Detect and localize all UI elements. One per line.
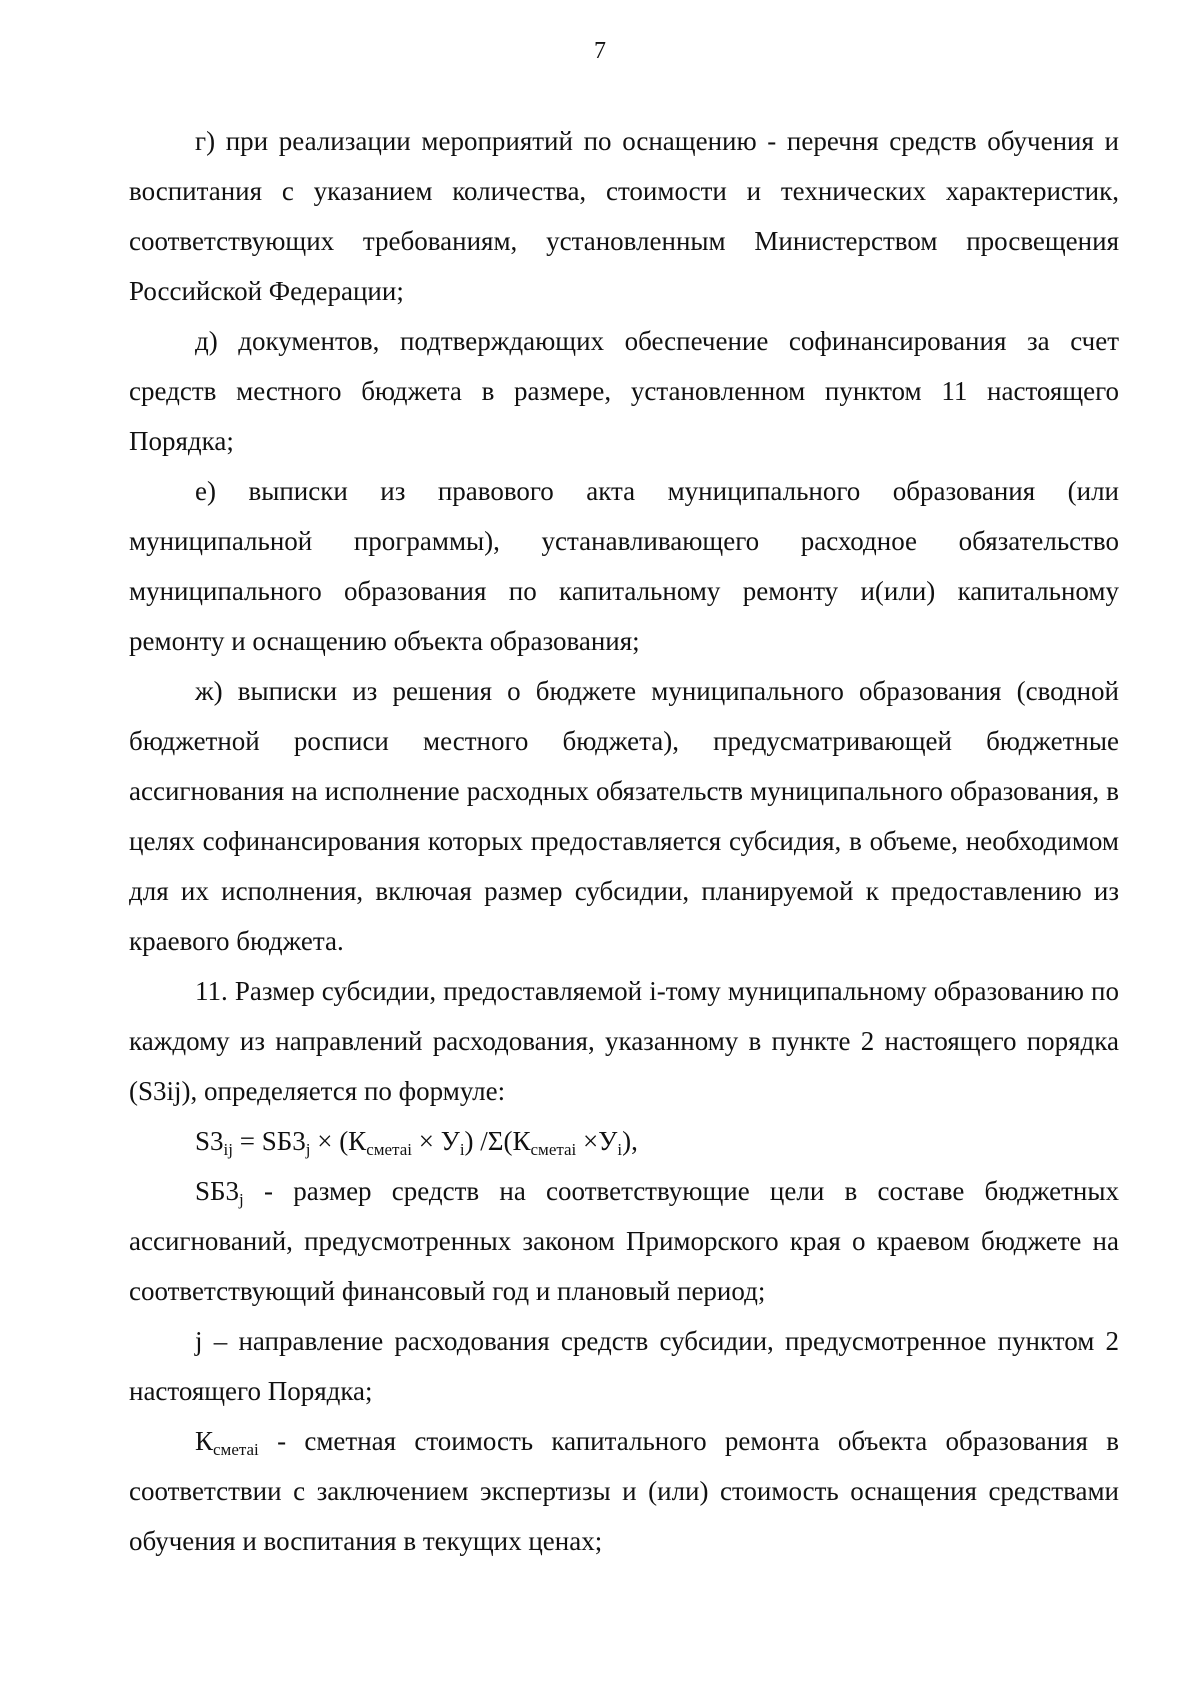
- paragraph-e: е) выписки из правового акта муниципального образования (или муниципальной программы), устанавливающего расходное обязательство муниципального образования по капитальному ремонту и(или) капитальному ремонту и оснащению объекта образования;: [129, 476, 1119, 656]
- paragraph-d: д) документов, подтверждающих обеспечение софинансирования за счет средств местного бюджета в размере, установленном пунктом 11 настоящего Порядка;: [129, 326, 1119, 456]
- paragraph-g: г) при реализации мероприятий по оснащению - перечня средств обучения и воспитания с указанием количества, стоимости и технических характеристик, соответствующих требованиям, установленным Министерством просвещения Российской Федерации;: [129, 126, 1119, 306]
- paragraph-11: 11. Размер субсидии, предоставляемой i-тому муниципальному образованию по каждому из направлений расходования, указанному в пункте 2 настоящего порядка (S3ij), определяется по формуле:: [129, 976, 1119, 1106]
- page-number: 7: [594, 38, 606, 64]
- paragraph-zh: ж) выписки из решения о бюджете муниципального образования (сводной бюджетной росписи местного бюджета), предусматривающей бюджетные ассигнования на исполнение расходных обязательств муниципального образования, в целях софинансирования которых предоставляется субсидия, в объеме, необходимом для их исполнения, включая размер субсидии, планируемой к предоставлению из краевого бюджета.: [129, 676, 1119, 956]
- definition-j: j – направление расходования средств субсидии, предусмотренное пунктом 2 настоящего Порядка;: [129, 1326, 1119, 1406]
- definition-ksmeta: $К_{сметаi}$ - сметная стоимость капитального ремонта объекта образования в соответствии с заключением экспертизы и (или) стоимость оснащения средствами обучения и воспитания в текущих ценах;: [129, 1426, 1119, 1556]
- document-body: [129, 116, 1119, 1566]
- subsidy-formula: $S3_{ij} = SБ3_j \times (К_{сметаi} \times У_i)$ $/\Sigma(К_{сметаi} \times У_i)$,: [195, 1126, 638, 1159]
- definition-sb3: $SБ3_j$ - размер средств на соответствующие цели в составе бюджетных ассигнований, предусмотренных законом Приморского края о краевом бюджете на соответствующий финансовый год и плановый период;: [129, 1176, 1119, 1306]
